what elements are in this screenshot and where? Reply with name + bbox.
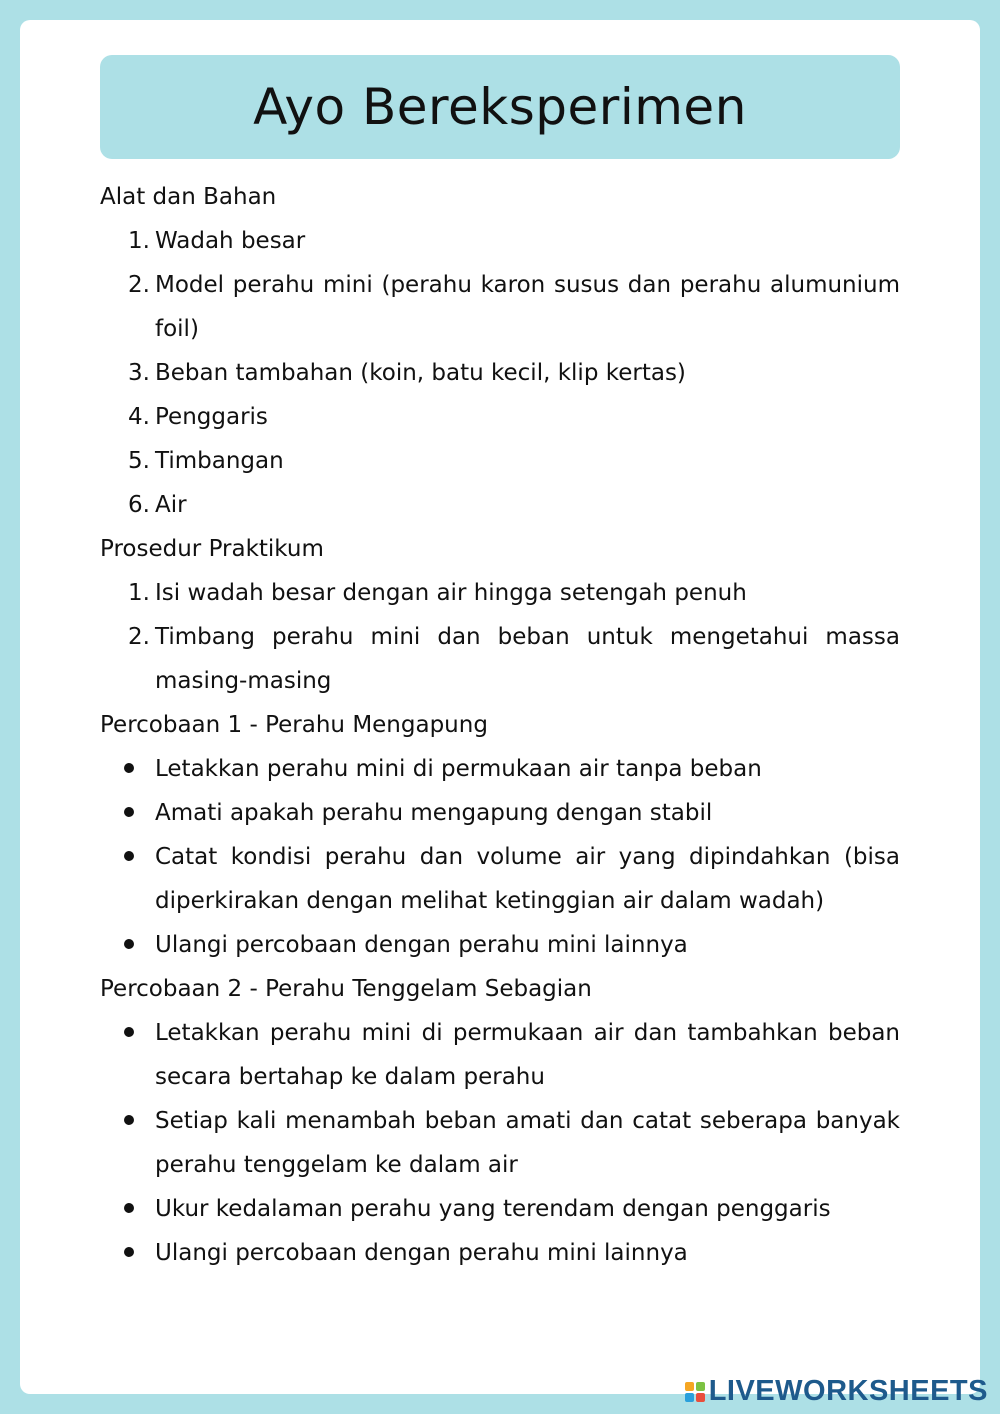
bullet-icon xyxy=(124,1247,134,1257)
list-item xyxy=(100,263,900,351)
section-heading: Prosedur Praktikum xyxy=(100,536,324,562)
list-item xyxy=(100,351,900,395)
bullet-icon xyxy=(124,1115,134,1125)
list-item-text: Ulangi percobaan dengan perahu mini lainnya xyxy=(155,1240,688,1266)
brand-text: LIVEWORKSHEETS xyxy=(708,1375,988,1407)
list-item xyxy=(100,395,900,439)
list-number: 2. xyxy=(128,272,150,298)
list-number: 1. xyxy=(128,228,150,254)
section-heading: Percobaan 1 - Perahu Mengapung xyxy=(100,712,488,738)
list-number: 5. xyxy=(128,448,150,474)
list-number: 4. xyxy=(128,404,150,430)
bullet-icon xyxy=(124,763,134,773)
list-item-text: Wadah besar xyxy=(155,228,306,254)
list-item-text: Model perahu mini (perahu karon susus dan perahu alumunium foil) xyxy=(155,272,900,342)
list-item xyxy=(100,483,900,527)
list-item xyxy=(100,1011,900,1099)
list-number: 2. xyxy=(128,624,150,650)
list-item xyxy=(100,835,900,923)
list-item-text: Amati apakah perahu mengapung dengan stabil xyxy=(155,800,713,826)
list-item xyxy=(100,1231,900,1275)
bullet-list xyxy=(100,1011,900,1275)
worksheet-content xyxy=(100,175,900,1275)
list-item xyxy=(100,747,900,791)
bullet-icon xyxy=(124,1027,134,1037)
logo-square xyxy=(696,1382,705,1391)
logo-square xyxy=(685,1393,694,1402)
list-number: 3. xyxy=(128,360,150,386)
list-item-text: Timbangan xyxy=(155,448,284,474)
list-item-text: Air xyxy=(155,492,187,518)
list-item xyxy=(100,1187,900,1231)
list-item xyxy=(100,219,900,263)
list-item xyxy=(100,791,900,835)
list-item-text: Penggaris xyxy=(155,404,268,430)
list-item-text: Timbang perahu mini dan beban untuk mengetahui massa masing-masing xyxy=(155,624,900,694)
title-banner xyxy=(100,55,900,159)
bullet-icon xyxy=(124,851,134,861)
list-number: 6. xyxy=(128,492,150,518)
list-item xyxy=(100,571,900,615)
list-item-text: Isi wadah besar dengan air hingga setengah penuh xyxy=(155,580,747,606)
page-title: Ayo Bereksperimen xyxy=(253,78,747,136)
list-item-text: Catat kondisi perahu dan volume air yang dipindahkan (bisa diperkirakan dengan melihat ketinggian air dalam wadah) xyxy=(155,844,900,914)
section-heading: Percobaan 2 - Perahu Tenggelam Sebagian xyxy=(100,976,592,1002)
bullet-icon xyxy=(124,939,134,949)
list-number: 1. xyxy=(128,580,150,606)
list-item-text: Setiap kali menambah beban amati dan catat seberapa banyak perahu tenggelam ke dalam air xyxy=(155,1108,900,1178)
liveworksheets-brand[interactable] xyxy=(685,1375,988,1408)
worksheet-page xyxy=(20,20,980,1394)
list-item xyxy=(100,439,900,483)
list-item-text: Ukur kedalaman perahu yang terendam dengan penggaris xyxy=(155,1196,831,1222)
numbered-list xyxy=(100,571,900,703)
list-item xyxy=(100,923,900,967)
list-item-text: Letakkan perahu mini di permukaan air tanpa beban xyxy=(155,756,762,782)
list-item xyxy=(100,1099,900,1187)
bullet-icon xyxy=(124,807,134,817)
list-item-text: Ulangi percobaan dengan perahu mini lainnya xyxy=(155,932,688,958)
section-heading: Alat dan Bahan xyxy=(100,184,277,210)
logo-square xyxy=(696,1393,705,1402)
bullet-list xyxy=(100,747,900,967)
list-item-text: Beban tambahan (koin, batu kecil, klip kertas) xyxy=(155,360,686,386)
list-item xyxy=(100,615,900,703)
bullet-icon xyxy=(124,1203,134,1213)
list-item-text: Letakkan perahu mini di permukaan air dan tambahkan beban secara bertahap ke dalam perahu xyxy=(155,1020,900,1090)
logo-square xyxy=(685,1382,694,1391)
liveworksheets-logo-icon xyxy=(685,1382,705,1402)
numbered-list xyxy=(100,219,900,527)
